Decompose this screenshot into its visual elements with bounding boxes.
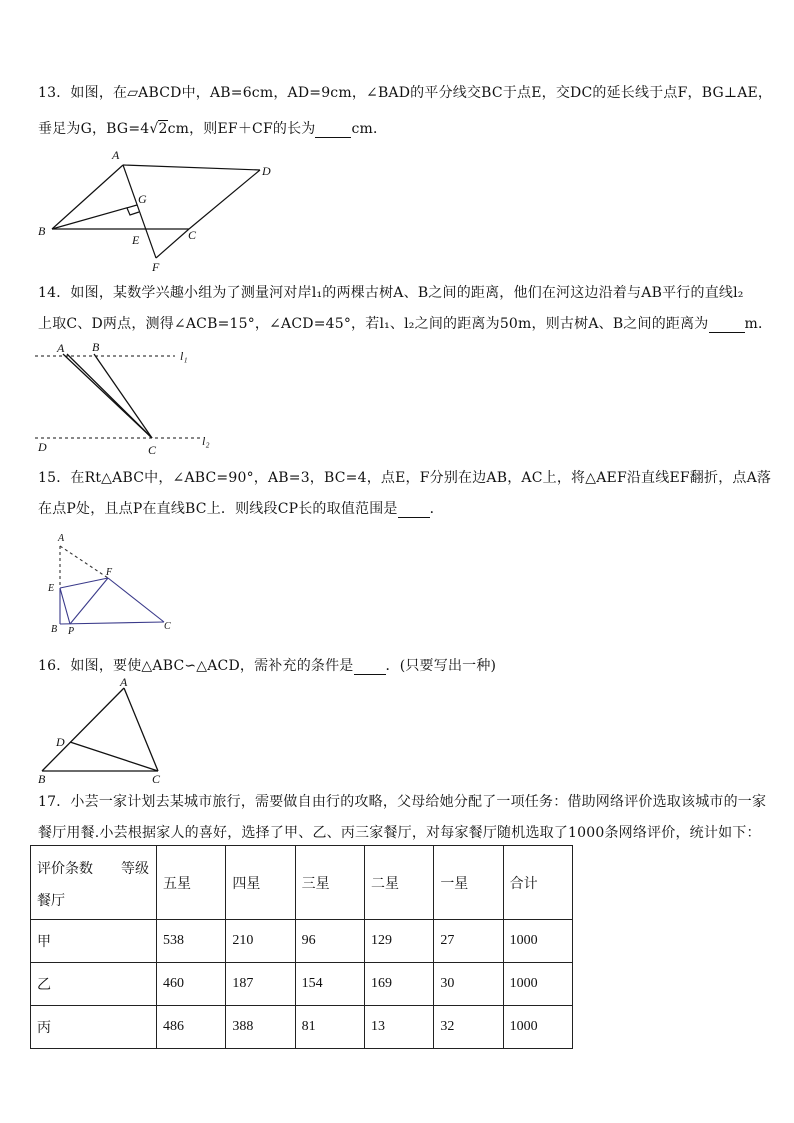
label-G: G bbox=[138, 192, 147, 206]
table-row bbox=[31, 1006, 573, 1049]
table-cell: 1000 bbox=[503, 963, 572, 1006]
label-D: D bbox=[56, 735, 65, 749]
header-three-star: 三星 bbox=[295, 846, 364, 920]
q13-figure bbox=[30, 145, 280, 279]
q13-text-line1: 13．如图，在▱ABCD中，AB=6cm，AD=9cm，∠BAD的平分线交BC于点E，交DC的延长线于点F，BG⊥AE， bbox=[38, 85, 773, 101]
label-C: C bbox=[188, 228, 197, 242]
answer-blank bbox=[398, 501, 430, 518]
header-total: 合计 bbox=[503, 846, 572, 920]
row-name: 丙 bbox=[31, 1006, 157, 1049]
q13-text-line2-a: 垂足为G，BG= bbox=[38, 121, 141, 137]
label-A: A bbox=[120, 676, 128, 689]
label-E: E bbox=[132, 233, 140, 247]
q15-text-line2-b: ． bbox=[429, 501, 444, 517]
sqrt-coefficient: 4 bbox=[140, 121, 150, 137]
q16-text-b: ．(只要写出一种) bbox=[385, 658, 497, 674]
sqrt-radicand: 2 bbox=[158, 121, 168, 137]
table-cell: 154 bbox=[295, 963, 364, 1006]
segment-FC bbox=[108, 578, 164, 622]
segment-AC-double bbox=[67, 354, 152, 438]
sqrt-sign: √ bbox=[149, 121, 159, 137]
segment-AD bbox=[123, 165, 260, 170]
sqrt-expression bbox=[140, 120, 167, 137]
table-cell: 1000 bbox=[503, 920, 572, 963]
table-cell: 96 bbox=[295, 920, 364, 963]
right-angle-mark bbox=[127, 208, 139, 215]
label-B: B bbox=[38, 772, 46, 786]
q15-text-line1: 15．在Rt△ABC中，∠ABC=90°，AB=3，BC=4，点E，F分别在边AB，AC上，将△AEF沿直线EF翻折，点A落 bbox=[38, 470, 772, 486]
q16-text-line1 bbox=[38, 655, 496, 675]
segment-BC bbox=[60, 622, 164, 624]
q13-text-line2 bbox=[38, 118, 387, 138]
rating-table bbox=[30, 845, 573, 1049]
row-name: 甲 bbox=[31, 920, 157, 963]
table-cell: 538 bbox=[157, 920, 226, 963]
header-one-star: 一星 bbox=[434, 846, 503, 920]
label-l2: l₂ bbox=[202, 434, 210, 448]
table-header-row bbox=[31, 846, 573, 920]
q15-text-line2 bbox=[38, 498, 444, 518]
label-l1: l₁ bbox=[180, 349, 188, 363]
q14-figure bbox=[30, 338, 230, 462]
table-cell: 13 bbox=[364, 1006, 433, 1049]
label-D: D bbox=[38, 440, 47, 454]
q14-text-line2-b: m． bbox=[744, 316, 773, 332]
table-cell: 30 bbox=[434, 963, 503, 1006]
label-E: E bbox=[48, 583, 55, 594]
table-cell: 129 bbox=[364, 920, 433, 963]
table-cell: 1000 bbox=[503, 1006, 572, 1049]
label-B: B bbox=[51, 624, 58, 635]
segment-EP bbox=[60, 588, 70, 624]
label-A: A bbox=[112, 148, 120, 162]
q14-text-line2 bbox=[38, 313, 772, 333]
q17-text-line2: 餐厅用餐.小芸根据家人的喜好，选择了甲、乙、丙三家餐厅，对每家餐厅随机选取了1000条网络评价，统计如下： bbox=[38, 825, 761, 841]
table-cell: 486 bbox=[157, 1006, 226, 1049]
table-cell: 169 bbox=[364, 963, 433, 1006]
label-C: C bbox=[152, 772, 161, 786]
corner-count-label: 评价条数 bbox=[37, 862, 93, 877]
q15-figure bbox=[38, 528, 188, 644]
table-cell: 27 bbox=[434, 920, 503, 963]
segment-AC bbox=[124, 688, 158, 771]
answer-blank bbox=[315, 121, 351, 138]
segment-DC bbox=[189, 170, 260, 229]
label-A: A bbox=[58, 533, 65, 544]
row-name: 乙 bbox=[31, 963, 157, 1006]
q16-figure bbox=[32, 676, 182, 790]
segment-AB bbox=[42, 688, 124, 771]
answer-blank bbox=[354, 658, 386, 675]
segment-DC bbox=[70, 742, 158, 771]
table-corner-header bbox=[31, 846, 157, 920]
label-P: P bbox=[68, 626, 75, 637]
q15-text-line2-a: 在点P处，且点P在直线BC上．则线段CP长的取值范围是 bbox=[38, 501, 398, 517]
answer-blank bbox=[709, 316, 745, 333]
segment-BC bbox=[94, 354, 152, 438]
table-row bbox=[31, 920, 573, 963]
table-row bbox=[31, 963, 573, 1006]
header-two-star: 二星 bbox=[364, 846, 433, 920]
label-B: B bbox=[38, 224, 46, 238]
table-cell: 210 bbox=[226, 920, 295, 963]
table-cell: 388 bbox=[226, 1006, 295, 1049]
q14-text-line1: 14．如图，某数学兴趣小组为了测量河对岸l₁的两棵古树A、B之间的距离，他们在河这边沿着与AB平行的直线l₂ bbox=[38, 285, 744, 301]
corner-restaurant-label: 餐厅 bbox=[37, 894, 65, 909]
q13-text-line2-c: cm． bbox=[351, 121, 388, 137]
label-B: B bbox=[92, 340, 100, 354]
table-cell: 81 bbox=[295, 1006, 364, 1049]
header-four-star: 四星 bbox=[226, 846, 295, 920]
label-A: A bbox=[57, 341, 65, 355]
label-C: C bbox=[148, 443, 157, 457]
segment-AF-dashed bbox=[60, 546, 108, 578]
table-cell: 32 bbox=[434, 1006, 503, 1049]
label-D: D bbox=[262, 164, 271, 178]
segment-CF bbox=[156, 229, 189, 258]
q17-text-line1: 17．小芸一家计划去某城市旅行，需要做自由行的攻略，父母给她分配了一项任务：借助网络评价选取该城市的一家 bbox=[38, 794, 767, 810]
q13-text-line2-b: cm，则EF＋CF的长为 bbox=[167, 121, 316, 137]
table-cell: 460 bbox=[157, 963, 226, 1006]
label-F: F bbox=[106, 567, 113, 578]
label-F: F bbox=[152, 260, 160, 274]
table-cell: 187 bbox=[226, 963, 295, 1006]
q14-text-line2-a: 上取C、D两点，测得∠ACB=15°，∠ACD=45°，若l₁、l₂之间的距离为50m，则古树A、B之间的距离为 bbox=[38, 316, 709, 332]
label-C: C bbox=[164, 621, 171, 632]
header-five-star: 五星 bbox=[157, 846, 226, 920]
q16-text-a: 16．如图，要使△ABC∽△ACD，需补充的条件是 bbox=[38, 658, 354, 674]
corner-grade-label: 等级 bbox=[121, 862, 149, 877]
